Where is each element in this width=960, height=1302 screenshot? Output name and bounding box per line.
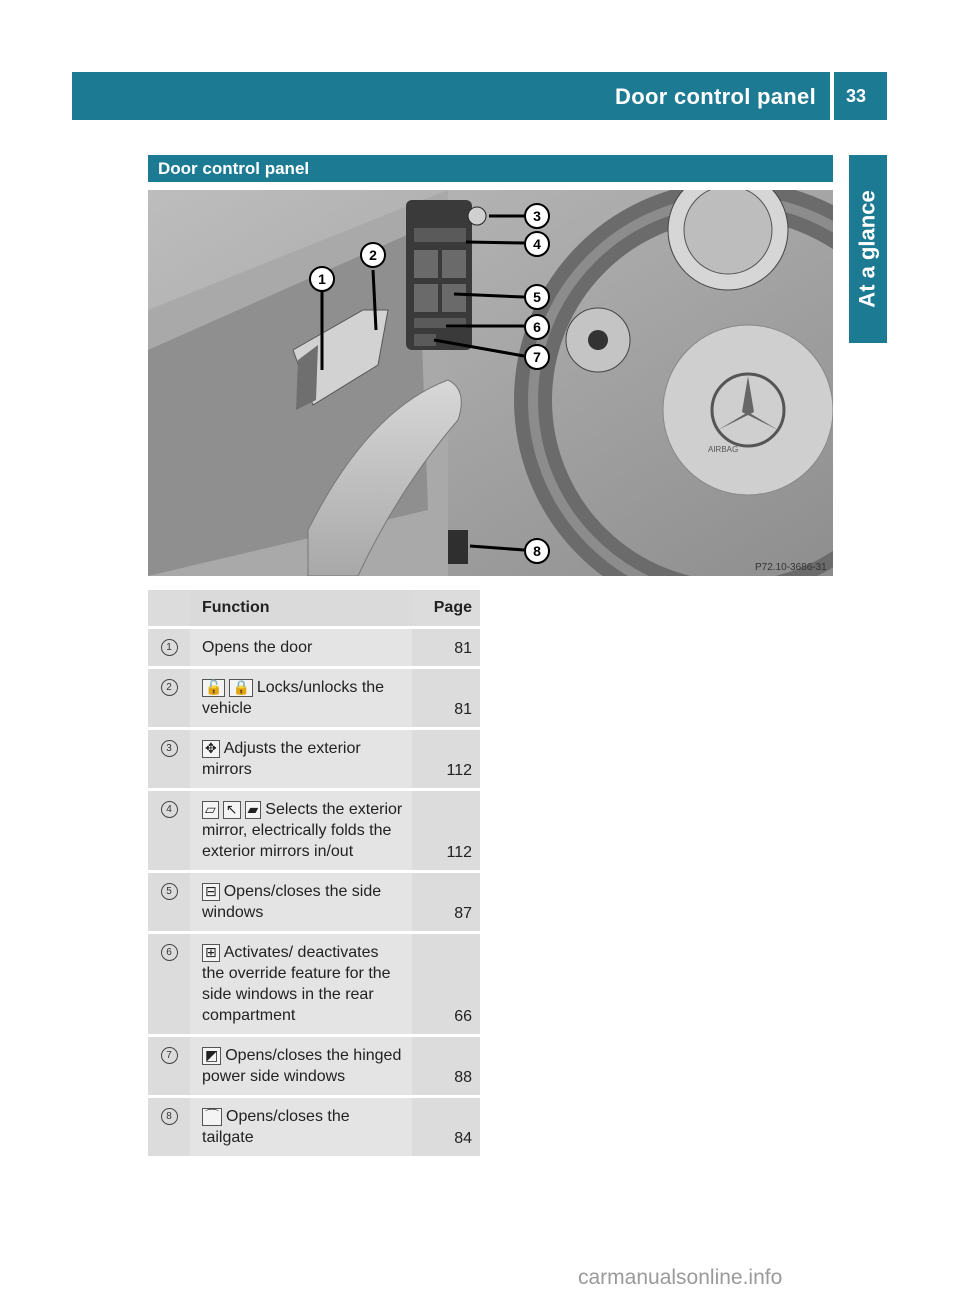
side-tab-label-wrap <box>849 155 887 343</box>
mirror-adjust-icon: ✥ <box>202 740 220 758</box>
table-header-row <box>148 590 480 626</box>
function-table <box>148 587 480 1159</box>
callout-1: 1 <box>318 271 326 287</box>
function-text: Opens/closes the hinged power side windows <box>202 1047 402 1085</box>
table-row <box>148 730 480 788</box>
row-number-cell <box>148 1037 190 1095</box>
row-number: 8 <box>161 1108 178 1125</box>
figure-code: P72.10-3686-31 <box>755 562 827 573</box>
callout-3: 3 <box>533 208 541 224</box>
function-cell <box>190 1098 412 1156</box>
function-cell <box>190 629 412 666</box>
window-icon: ⊟ <box>202 883 220 901</box>
row-number: 7 <box>161 1047 178 1064</box>
door-panel-photo <box>148 190 833 576</box>
page-cell: 112 <box>412 730 480 788</box>
unlock-icon: 🔓 <box>202 679 225 697</box>
function-text: Activates/ deactivates the override feature for the side windows in the rear compartment <box>202 944 391 1024</box>
row-number-cell <box>148 669 190 727</box>
function-text: Locks/unlocks the vehicle <box>202 679 385 717</box>
function-text: Adjusts the exterior mirrors <box>202 740 361 778</box>
table-body <box>148 629 480 1156</box>
row-number: 1 <box>161 639 178 656</box>
row-number-cell <box>148 629 190 666</box>
header-function: Function <box>190 590 412 626</box>
row-number: 2 <box>161 679 178 696</box>
function-cell <box>190 1037 412 1095</box>
side-tab-label: At a glance <box>855 190 880 308</box>
function-text: Opens the door <box>202 639 313 656</box>
header-bar <box>72 72 830 120</box>
header-page: Page <box>412 590 480 626</box>
callout-5: 5 <box>533 289 541 305</box>
airbag-label: AIRBAG <box>708 445 739 454</box>
table-row <box>148 1098 480 1156</box>
page-number: 33 <box>846 86 867 106</box>
function-cell <box>190 669 412 727</box>
page-cell: 84 <box>412 1098 480 1156</box>
right-mirror-icon: ▱ <box>202 801 219 819</box>
page-cell: 81 <box>412 629 480 666</box>
function-cell <box>190 873 412 931</box>
callout-8: 8 <box>533 543 541 559</box>
callout-7: 7 <box>533 349 541 365</box>
page-cell: 112 <box>412 791 480 870</box>
row-number: 6 <box>161 944 178 961</box>
lock-icon: 🔒 <box>229 679 252 697</box>
page-cell: 66 <box>412 934 480 1034</box>
section-title: Door control panel <box>158 159 310 178</box>
function-cell <box>190 934 412 1034</box>
page-cell: 88 <box>412 1037 480 1095</box>
callout-2: 2 <box>369 247 377 263</box>
page-cell: 87 <box>412 873 480 931</box>
row-number-cell <box>148 730 190 788</box>
row-number-cell <box>148 873 190 931</box>
row-number-cell <box>148 934 190 1034</box>
door-panel-illustration <box>148 190 833 576</box>
page-cell: 81 <box>412 669 480 727</box>
tailgate-icon: ⌒ <box>202 1108 222 1126</box>
row-number: 4 <box>161 801 178 818</box>
header-num-cell <box>148 590 190 626</box>
row-number: 3 <box>161 740 178 757</box>
window-lock-icon: ⊞ <box>202 944 220 962</box>
hinged-window-icon: ◩ <box>202 1047 221 1065</box>
table-row <box>148 1037 480 1095</box>
page-title: Door control panel <box>615 84 816 109</box>
function-cell <box>190 791 412 870</box>
watermark: carmanualsonline.info <box>578 1266 783 1289</box>
table-row <box>148 669 480 727</box>
table-row <box>148 791 480 870</box>
row-number: 5 <box>161 883 178 900</box>
table-row <box>148 873 480 931</box>
row-number-cell <box>148 1098 190 1156</box>
row-number-cell <box>148 791 190 870</box>
function-text: Opens/closes the tailgate <box>202 1108 350 1146</box>
callout-4: 4 <box>533 236 541 252</box>
left-mirror-icon: ▰ <box>245 801 262 819</box>
page-number-box <box>834 72 887 120</box>
mirror-fold-icon: ↖ <box>223 801 241 819</box>
table-row <box>148 934 480 1034</box>
function-cell <box>190 730 412 788</box>
table-row <box>148 629 480 666</box>
function-text: Selects the exterior mirror, electrically folds the exterior mirrors in/out <box>202 801 403 860</box>
function-text: Opens/closes the side windows <box>202 883 382 921</box>
callout-6: 6 <box>533 319 541 335</box>
section-title-bar <box>148 155 833 182</box>
